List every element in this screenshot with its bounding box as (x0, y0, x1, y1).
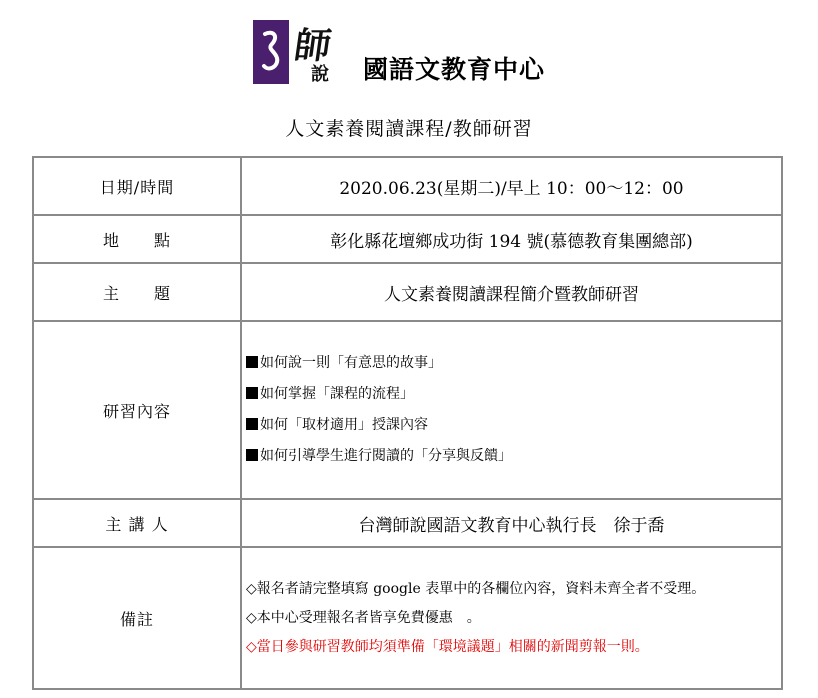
logo-text: 國語文教育中心 (363, 55, 546, 84)
logo-brush-character-small: 說 (311, 64, 329, 85)
content-label: 研習內容 (33, 321, 241, 499)
datetime-value: 2020.06.23(星期二)/早上 10：00～12：00 (241, 157, 782, 215)
content-list (241, 321, 782, 499)
table-row-notes (33, 547, 782, 689)
note-item: ◇本中心受理報名者皆享免費優惠 。 (246, 609, 481, 626)
notes-label: 備註 (33, 547, 241, 689)
table-row-datetime (33, 157, 782, 215)
info-table (32, 156, 783, 690)
logo-brush-character: 師 (291, 25, 334, 67)
table-row-speaker (33, 499, 782, 547)
list-item: 如何引導學生進行閱讀的「分享與反饋」 (246, 441, 781, 472)
logo-mark-icon (253, 20, 289, 84)
list-item: 如何說一則「有意思的故事」 (246, 348, 781, 379)
list-item: 如何掌握「課程的流程」 (246, 379, 781, 410)
black-square-icon (246, 418, 258, 430)
location-value: 彰化縣花壇鄉成功街 194 號(慕德教育集團總部) (241, 215, 782, 263)
logo (253, 14, 546, 85)
topic-value: 人文素養閱讀課程簡介暨教師研習 (241, 263, 782, 321)
note-item: ◇報名者請完整填寫 google 表單中的各欄位內容，資料未齊全者不受理。 (246, 580, 706, 597)
document-title: 人文素養閱讀課程/教師研習 (285, 118, 533, 140)
table-row-topic (33, 263, 782, 321)
location-label: 地 點 (33, 215, 241, 263)
list-item: 如何「取材適用」授課內容 (246, 410, 781, 441)
black-square-icon (246, 356, 258, 368)
black-square-icon (246, 387, 258, 399)
topic-label: 主 題 (33, 263, 241, 321)
note-item-highlight: ◇當日參與研習教師均須準備「環境議題」相關的新聞剪報一則。 (246, 638, 649, 655)
notes-list (241, 547, 782, 689)
black-square-icon (246, 449, 258, 461)
table-row-location (33, 215, 782, 263)
datetime-label: 日期/時間 (33, 157, 241, 215)
speaker-value: 台灣師說國語文教育中心執行長 徐于喬 (241, 499, 782, 547)
table-row-content (33, 321, 782, 499)
speaker-label: 主 講 人 (33, 499, 241, 547)
